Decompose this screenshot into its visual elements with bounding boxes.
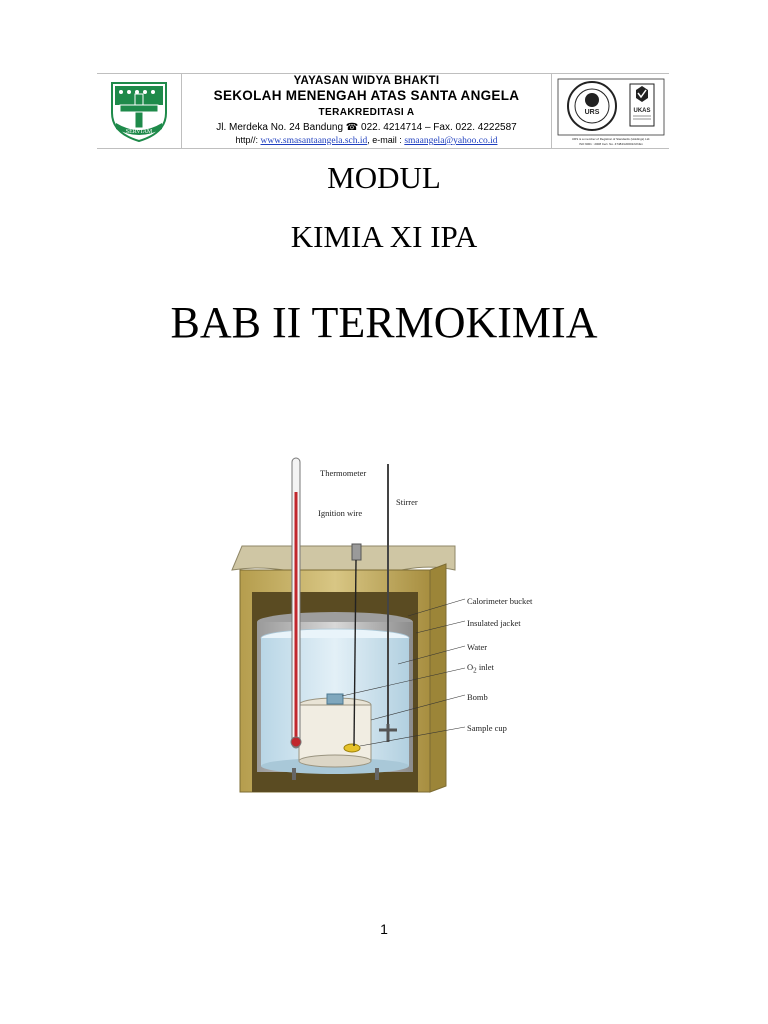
urs-seal-icon [568,82,616,130]
page-number: 1 [380,921,388,937]
ukas-badge-icon [630,84,654,126]
school-name: SEKOLAH MENENGAH ATAS SANTA ANGELA [213,88,520,103]
label-calorimeter-bucket: Calorimeter bucket [467,596,533,606]
label-o2-inlet: $O_2$ inlet [467,662,494,675]
certification-logos [551,74,669,148]
school-logo [97,74,182,148]
label-ignition-wire: Ignition wire [318,508,363,518]
label-sample-cup: Sample cup [467,723,507,733]
email-link[interactable]: smaangela@yahoo.co.id [404,136,498,146]
label-water: Water [467,642,488,652]
label-thermometer: Thermometer [320,468,367,478]
letterhead [97,73,669,149]
label-stirrer: Stirrer [396,497,418,507]
accreditation: TERAKREDITASI A [318,107,415,118]
foundation-name: YAYASAN WIDYA BHAKTI [293,75,440,87]
label-bomb: Bomb [467,692,488,702]
svg-text:URS: URS [584,109,600,116]
chapter-title: BAB II TERMOKIMIA [170,298,598,347]
subject-title: KIMIA XI IPA [290,219,478,254]
svg-text:UKAS: UKAS [633,108,651,114]
calorimeter-figure [230,452,560,797]
module-title: MODUL [327,160,441,195]
website-link[interactable]: www.smasantaangela.sch.id [260,136,368,146]
school-info [183,74,550,148]
label-insulated-jacket: Insulated jacket [467,618,521,628]
cert-caption: URS is a member of Registrar of Standards (Holdings) Ltd. [571,137,651,141]
cert-number: ISO 9001 : 2008 Cert. No. 47484/A/0001/UK/En [579,142,643,146]
shield-logo-icon [106,79,172,143]
address: Jl. Merdeka No. 24 Bandung ☎ 022. 4214714 – Fax. 022. 4222587 [216,122,517,133]
logo-motto: SERVIAM [125,129,153,135]
contact-line: http//: www.smasantaangela.sch.id, e-mail : smaangela@yahoo.co.id [235,135,498,146]
